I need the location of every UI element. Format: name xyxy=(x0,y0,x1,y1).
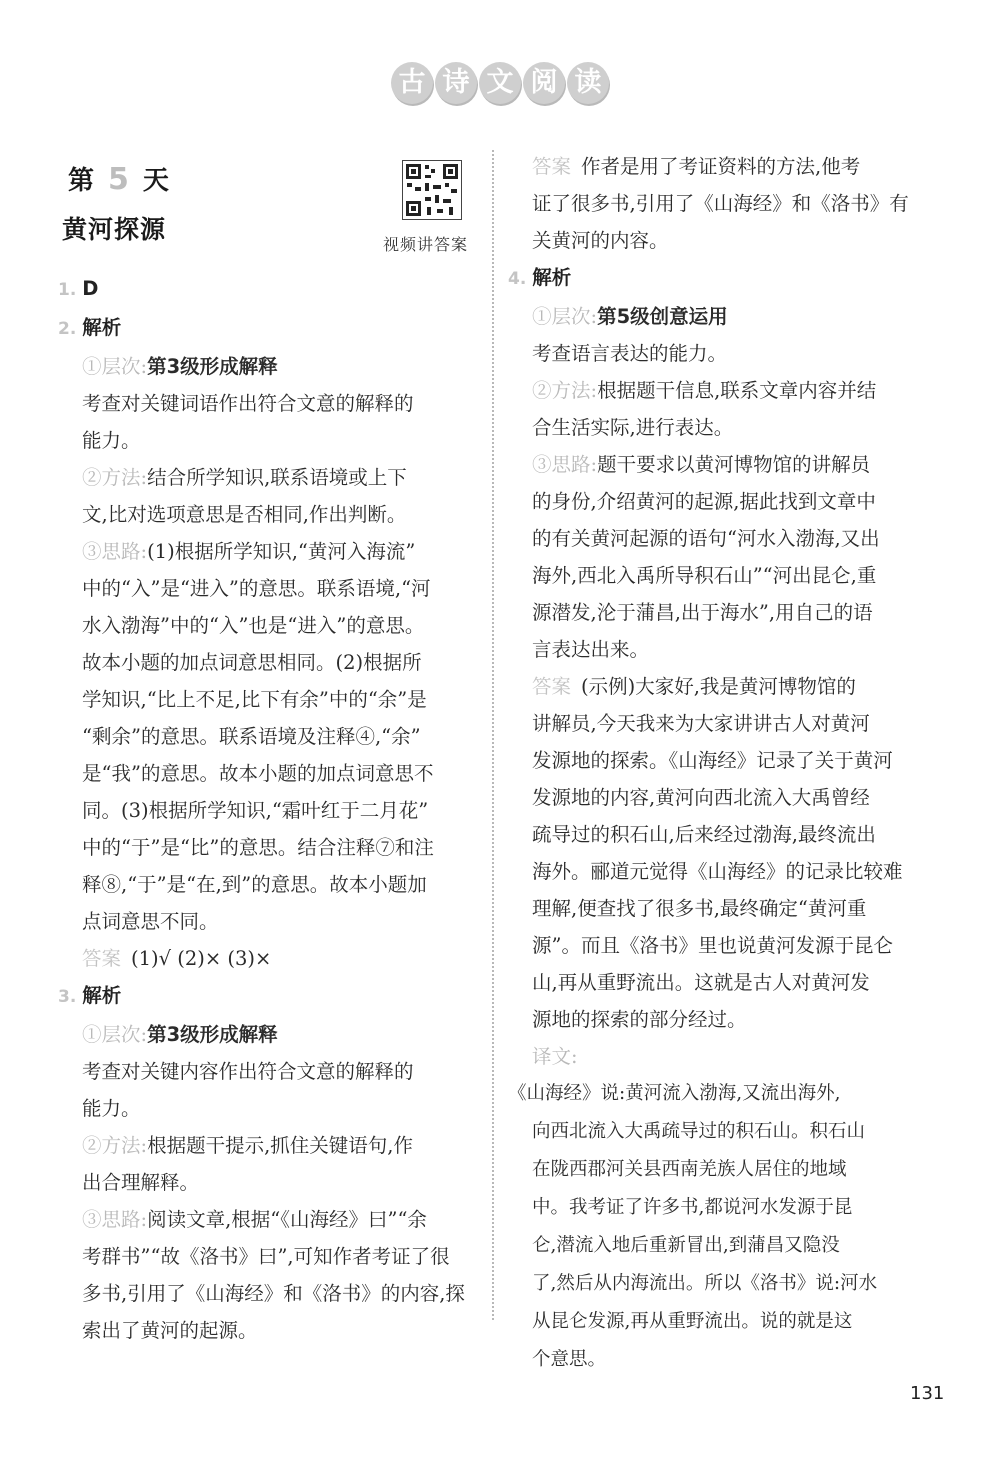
text-line: 考查对关键内容作出符合文意的解释的 xyxy=(82,1060,414,1083)
answer-text: (1)√ (2)× (3)× xyxy=(131,947,272,970)
level-label: ①层次: xyxy=(82,355,148,378)
analysis-heading: 解析 xyxy=(82,316,122,339)
text-line: 考查对关键词语作出符合文意的解释的 xyxy=(82,392,414,415)
text-line: 向西北流入大禹疏导过的积石山。积石山 xyxy=(532,1121,866,1142)
idea-line xyxy=(508,446,938,483)
text-line: 发源地的探索。《山海经》记录了关于黄河 xyxy=(532,749,893,772)
text-line: 从昆仑发源,再从重野流出。说的就是这 xyxy=(532,1311,853,1332)
translation-block xyxy=(508,1075,938,1379)
text-line: 结合所学知识,联系语境或上下 xyxy=(147,466,407,489)
text-line: 能力。 xyxy=(82,1097,141,1120)
analysis-heading: 解析 xyxy=(532,266,572,289)
text-line: 言表达出来。 xyxy=(532,638,650,661)
banner-char: 诗 xyxy=(435,62,477,104)
text-line: 源潜发,沦于蒲昌,出于海水”,用自己的语 xyxy=(532,601,873,624)
answer-label: 答案 xyxy=(82,947,122,970)
question-2-heading xyxy=(58,309,482,348)
text-line: 文,比对选项意思是否相同,作出判断。 xyxy=(82,503,407,526)
level-value: 第3级形成解释 xyxy=(147,355,278,378)
day-suffix: 天 xyxy=(142,166,169,196)
answer-line xyxy=(508,148,938,185)
text-line: 源地的探索的部分经过。 xyxy=(532,1008,747,1031)
level-line xyxy=(58,348,482,385)
text-line: 山,再从重野流出。这就是古人对黄河发 xyxy=(532,971,870,994)
text-line: 释⑧,“于”是“在,到”的意思。故本小题加 xyxy=(82,873,427,896)
answer-label: 答案 xyxy=(532,155,572,178)
answer-choice: D xyxy=(82,277,99,300)
text-line: (示例)大家好,我是黄河博物馆的 xyxy=(581,675,856,698)
question-3-heading xyxy=(58,977,482,1016)
text-line: 中。我考证了许多书,都说河水发源于昆 xyxy=(532,1197,853,1218)
idea-line xyxy=(58,533,482,570)
level-label: ①层次: xyxy=(82,1023,148,1046)
text-line: 中的“于”是“比”的意思。结合注释⑦和注 xyxy=(82,836,434,859)
question-1 xyxy=(58,270,482,309)
text-line: 关黄河的内容。 xyxy=(532,229,669,252)
text-line: 发源地的内容,黄河向西北流入大禹曾经 xyxy=(532,786,870,809)
left-column xyxy=(58,270,482,1349)
answer-label: 答案 xyxy=(532,675,572,698)
method-label: ②方法: xyxy=(532,379,598,402)
text-line: 海外,西北入禹所导积石山”“河出昆仑,重 xyxy=(532,564,877,587)
text-line: “剩余”的意思。联系语境及注释④,“余” xyxy=(82,725,421,748)
text-line: 出合理解释。 xyxy=(82,1171,200,1194)
banner-char: 阅 xyxy=(523,62,565,104)
text-line: 同。(3)根据所学知识,“霜叶红于二月花” xyxy=(82,799,429,822)
text-line: 个意思。 xyxy=(532,1349,607,1370)
qr-caption: 视频讲答案 xyxy=(383,235,469,254)
text-line: 源”。而且《洛书》里也说黄河发源于昆仑 xyxy=(532,934,893,957)
text-line: 根据题干信息,联系文章内容并结 xyxy=(597,379,877,402)
banner-char: 读 xyxy=(567,62,609,104)
text-line: 考查语言表达的能力。 xyxy=(532,342,728,365)
question-number: 2. xyxy=(58,319,77,339)
text-line: 理解,便查找了很多书,最终确定“黄河重 xyxy=(532,897,867,920)
text-line: 疏导过的积石山,后来经过渤海,最终流出 xyxy=(532,823,876,846)
right-column xyxy=(508,148,938,1379)
method-line xyxy=(58,459,482,496)
text-line: 了,然后从内海流出。所以《洛书》说:河水 xyxy=(532,1273,878,1294)
text-line: 题干要求以黄河博物馆的讲解员 xyxy=(597,453,871,476)
text-line: 点词意思不同。 xyxy=(82,910,219,933)
idea-line xyxy=(58,1201,482,1238)
question-number: 4. xyxy=(508,269,527,289)
question-number: 3. xyxy=(58,987,77,1007)
text-line: 仑,潜流入地后重新冒出,到蒲昌又隐没 xyxy=(532,1235,840,1256)
page-title: 黄河探源 xyxy=(62,215,167,244)
level-label: ①层次: xyxy=(532,305,598,328)
level-value: 第3级形成解释 xyxy=(147,1023,278,1046)
banner-char: 文 xyxy=(479,62,521,104)
banner-char: 古 xyxy=(391,62,433,104)
text-line: (1)根据所学知识,“黄河入海流” xyxy=(147,540,416,563)
text-line: 故本小题的加点词意思相同。(2)根据所 xyxy=(82,651,422,674)
idea-label: ③思路: xyxy=(532,453,598,476)
section-banner xyxy=(0,62,1000,110)
idea-label: ③思路: xyxy=(82,540,148,563)
text-line: 水入渤海”中的“入”也是“进入”的意思。 xyxy=(82,614,425,637)
text-line: 合生活实际,进行表达。 xyxy=(532,416,734,439)
text-line: 能力。 xyxy=(82,429,141,452)
text-line: 根据题干提示,抓住关键语句,作 xyxy=(147,1134,413,1157)
day-prefix: 第 xyxy=(68,166,95,196)
text-line: 在陇西郡河关县西南羌族人居住的地域 xyxy=(532,1159,847,1180)
method-line xyxy=(58,1127,482,1164)
text-line: 《山海经》说:黄河流入渤海,又流出海外, xyxy=(508,1083,841,1104)
method-label: ②方法: xyxy=(82,1134,148,1157)
translation-label: 译文: xyxy=(532,1045,578,1068)
text-line: 中的“入”是“进入”的意思。联系语境,“河 xyxy=(82,577,431,600)
text-line: 阅读文章,根据“《山海经》曰”“余 xyxy=(147,1208,427,1231)
text-line: 的身份,介绍黄河的起源,据此找到文章中 xyxy=(532,490,876,513)
text-line: 索出了黄河的起源。 xyxy=(82,1319,258,1342)
question-number: 1. xyxy=(58,280,77,300)
idea-label: ③思路: xyxy=(82,1208,148,1231)
day-number: 5 xyxy=(108,162,129,197)
text-line: 多书,引用了《山海经》和《洛书》的内容,探 xyxy=(82,1282,465,1305)
method-line xyxy=(508,372,938,409)
day-heading xyxy=(68,160,169,197)
text-line: 学知识,“比上不足,比下有余”中的“余”是 xyxy=(82,688,427,711)
text-line: 作者是用了考证资料的方法,他考 xyxy=(581,155,861,178)
text-line: 考群书”“故《洛书》曰”,可知作者考证了很 xyxy=(82,1245,450,1268)
level-value: 第5级创意运用 xyxy=(597,305,728,328)
answer-line xyxy=(58,940,482,977)
text-line: 讲解员,今天我来为大家讲讲古人对黄河 xyxy=(532,712,870,735)
analysis-heading: 解析 xyxy=(82,984,122,1007)
question-4-heading xyxy=(508,259,938,298)
text-line: 证了很多书,引用了《山海经》和《洛书》有 xyxy=(532,192,909,215)
level-line xyxy=(58,1016,482,1053)
text-line: 海外。郦道元觉得《山海经》的记录比较难 xyxy=(532,860,903,883)
text-line: 是“我”的意思。故本小题的加点词意思不 xyxy=(82,762,434,785)
page-number: 131 xyxy=(910,1383,945,1404)
column-divider xyxy=(492,150,494,1320)
qr-code-icon[interactable] xyxy=(402,160,462,220)
method-label: ②方法: xyxy=(82,466,148,489)
answer-line xyxy=(508,668,938,705)
level-line xyxy=(508,298,938,335)
text-line: 的有关黄河起源的语句“河水入渤海,又出 xyxy=(532,527,880,550)
